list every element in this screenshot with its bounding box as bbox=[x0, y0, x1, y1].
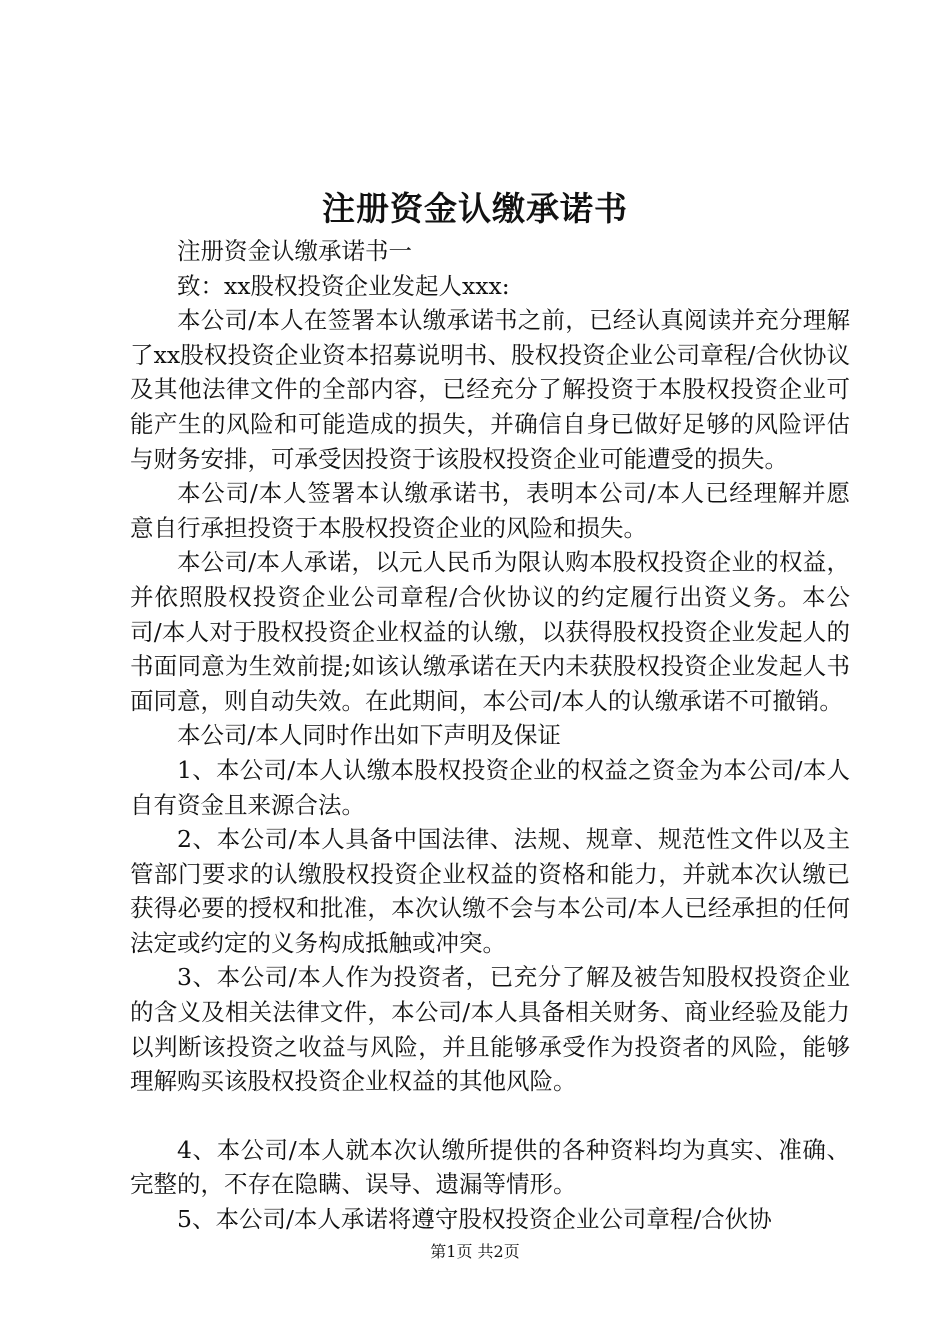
paragraph-declaration-heading: 本公司/本人同时作出如下声明及保证 bbox=[177, 721, 561, 750]
paragraph-subtitle: 注册资金认缴承诺书一 bbox=[177, 237, 412, 265]
page-footer: 第1页 共2页 bbox=[430, 1242, 520, 1261]
paragraph-2: 本公司/本人签署本认缴承诺书，表明本公司/本人已经理解并愿意自行承担投资于本股权投资企业的风险和损失。 bbox=[130, 479, 850, 542]
list-item-3: 3、本公司/本人作为投资者，已充分了解及被告知股权投资企业的含义及相关法律文件，本公司/本人具备相关财务、商业经验及能力以判断该投资之收益与风险，并且能够承受作为投资者的风险，能够理解购买该股权投资企业权益的其他风险。 bbox=[130, 963, 850, 1096]
document-title: 注册资金认缴承诺书 bbox=[322, 189, 628, 228]
list-item-2: 2、本公司/本人具备中国法律、法规、规章、规范性文件以及主管部门要求的认缴股权投资企业权益的资格和能力，并就本次认缴已获得必要的授权和批准，本次认缴不会与本公司/本人已经承担的任何法定或约定的义务构成抵触或冲突。 bbox=[130, 825, 850, 957]
paragraph-3: 本公司/本人承诺，以元人民币为限认购本股权投资企业的权益，并依照股权投资企业公司章程/合伙协议的约定履行出资义务。本公司/本人对于股权投资企业权益的认缴，以获得股权投资企业发起人的书面同意为生效前提;如该认缴承诺在天内未获股权投资企业发起人书面同意，则自动失效。在此期间，本公司/本人的认缴承诺不可撤销。 bbox=[130, 548, 850, 715]
list-item-1: 1、本公司/本人认缴本股权投资企业的权益之资金为本公司/本人自有资金且来源合法。 bbox=[130, 755, 850, 819]
list-item-4: 4、本公司/本人就本次认缴所提供的各种资料均为真实、准确、完整的，不存在隐瞒、误导、遗漏等情形。 bbox=[130, 1135, 850, 1199]
paragraph-addressee: 致：xx股权投资企业发起人xxx: bbox=[177, 271, 510, 300]
blank-line bbox=[130, 1099, 850, 1133]
list-item-5: 5、本公司/本人承诺将遵守股权投资企业公司章程/合伙协 bbox=[177, 1205, 772, 1234]
document-body bbox=[130, 234, 850, 1237]
paragraph-1: 本公司/本人在签署本认缴承诺书之前，已经认真阅读并充分理解了xx股权投资企业资本招募说明书、股权投资企业公司章程/合伙协议及其他法律文件的全部内容，已经充分了解投资于本股权投资企业可能产生的风险和可能造成的损失，并确信自身已做好足够的风险评估与财务安排，可承受因投资于该股权投资企业可能遭受的损失。 bbox=[130, 306, 850, 473]
